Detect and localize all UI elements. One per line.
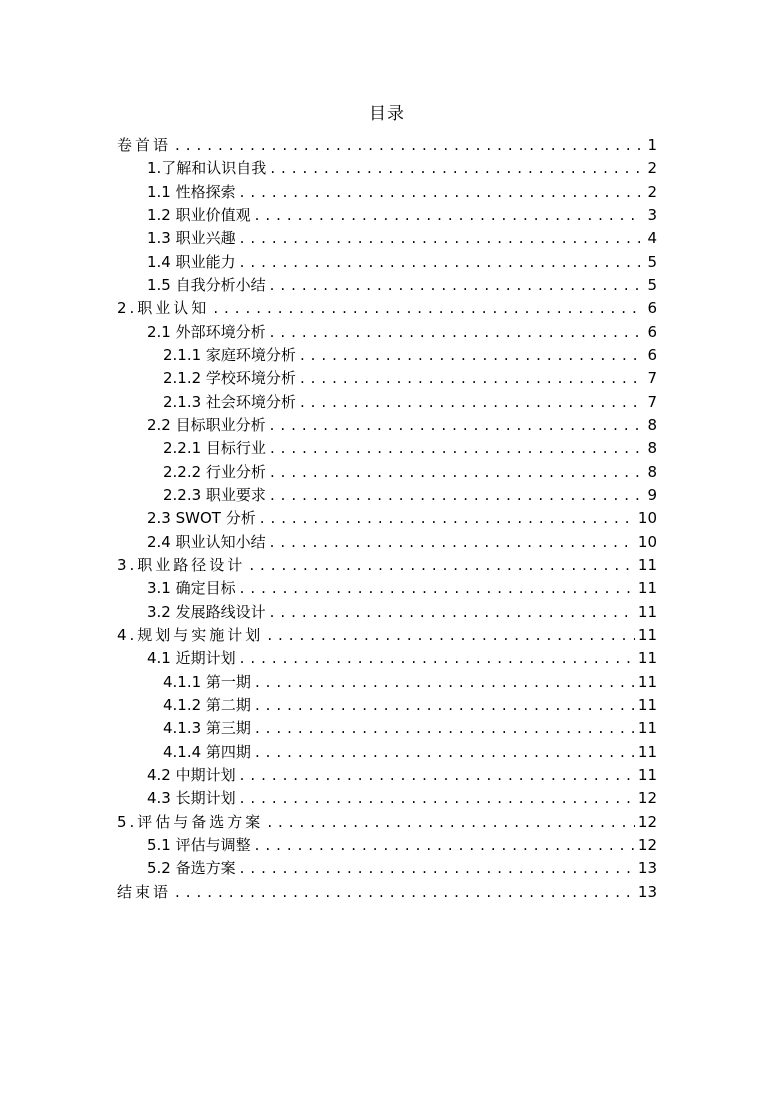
toc-entry[interactable]	[117, 157, 657, 180]
toc-dot-leader	[270, 601, 635, 624]
toc-entry-page-number: 3	[647, 205, 657, 224]
toc-entry-page-number: 11	[637, 765, 657, 784]
toc-entry[interactable]	[117, 251, 657, 274]
toc-entry-page-number: 6	[647, 322, 657, 341]
toc-entry-label: 结束语	[117, 882, 172, 901]
toc-entry-label: 2.2.1 目标行业	[163, 439, 266, 458]
toc-entry-label: 4.3 长期计划	[147, 789, 236, 808]
toc-entry-page-number: 11	[637, 649, 657, 668]
toc-entry-label: 5.1 评估与调整	[147, 835, 251, 854]
toc-dot-leader	[260, 507, 635, 530]
toc-entry-page-number: 11	[637, 602, 657, 621]
toc-dot-leader	[249, 554, 635, 577]
toc-entry-label: 1.1 性格探索	[147, 182, 236, 201]
toc-entry[interactable]	[117, 507, 657, 530]
toc-entry-page-number: 10	[637, 509, 657, 528]
toc-dot-leader	[300, 367, 642, 390]
table-of-contents	[117, 134, 657, 904]
toc-entry-page-number: 2	[647, 159, 657, 178]
toc-entry-page-number: 1	[647, 136, 657, 154]
toc-dot-leader	[270, 461, 642, 484]
toc-entry[interactable]	[117, 601, 657, 624]
toc-entry[interactable]	[117, 811, 657, 834]
toc-entry-label: 4.规划与实施计划	[117, 625, 264, 644]
toc-entry-page-number: 8	[647, 415, 657, 434]
toc-dot-leader	[255, 717, 635, 740]
toc-dot-leader	[255, 694, 635, 717]
toc-entry[interactable]	[117, 461, 657, 484]
toc-entry-label: 2.4 职业认知小结	[147, 532, 266, 551]
toc-entry-label: 4.1.1 第一期	[163, 672, 251, 691]
toc-entry-label: 4.1.2 第二期	[163, 695, 251, 714]
toc-dot-leader	[255, 741, 635, 764]
toc-entry-label: 5.评估与备选方案	[117, 812, 264, 831]
toc-entry[interactable]	[117, 391, 657, 414]
toc-entry[interactable]	[117, 181, 657, 204]
toc-entry-label: 3.1 确定目标	[147, 579, 236, 598]
toc-entry-label: 2.2 目标职业分析	[147, 415, 266, 434]
toc-entry-label: 2.1 外部环境分析	[147, 322, 266, 341]
toc-entry-page-number: 12	[637, 812, 657, 831]
toc-dot-leader	[240, 764, 635, 787]
toc-entry-page-number: 11	[637, 719, 657, 738]
toc-dot-leader	[240, 227, 642, 250]
toc-entry-label: 2.1.3 社会环境分析	[163, 392, 296, 411]
toc-dot-leader	[270, 531, 635, 554]
toc-entry-page-number: 13	[637, 882, 657, 901]
toc-entry[interactable]	[117, 694, 657, 717]
toc-entry-label: 4.2 中期计划	[147, 765, 236, 784]
toc-dot-leader	[240, 787, 635, 810]
toc-title: 目录	[369, 104, 405, 124]
toc-entry[interactable]	[117, 577, 657, 600]
toc-entry-label: 5.2 备选方案	[147, 859, 236, 878]
toc-entry[interactable]	[117, 367, 657, 390]
toc-entry-page-number: 11	[637, 672, 657, 691]
toc-dot-leader	[255, 671, 635, 694]
toc-entry-page-number: 11	[637, 695, 657, 714]
toc-dot-leader	[270, 437, 642, 460]
toc-dot-leader	[300, 391, 642, 414]
toc-entry[interactable]	[117, 764, 657, 787]
toc-entry-page-number: 9	[647, 485, 657, 504]
toc-entry-label: 2.1.1 家庭环境分析	[163, 345, 296, 364]
toc-dot-leader	[267, 811, 635, 834]
toc-entry[interactable]	[117, 297, 657, 320]
toc-entry-label: 1.了解和认识自我	[147, 159, 267, 178]
toc-entry-page-number: 11	[637, 555, 657, 574]
toc-entry[interactable]	[117, 484, 657, 507]
toc-dot-leader	[255, 204, 642, 227]
toc-entry[interactable]	[117, 741, 657, 764]
toc-entry[interactable]	[117, 134, 657, 157]
toc-entry[interactable]	[117, 414, 657, 437]
toc-entry-page-number: 13	[637, 859, 657, 878]
toc-entry[interactable]	[117, 321, 657, 344]
toc-dot-leader	[270, 157, 642, 180]
toc-dot-leader	[240, 251, 642, 274]
toc-entry[interactable]	[117, 531, 657, 554]
toc-dot-leader	[270, 274, 642, 297]
toc-dot-leader	[240, 647, 635, 670]
toc-entry-page-number: 8	[647, 439, 657, 458]
toc-entry[interactable]	[117, 437, 657, 460]
toc-entry-page-number: 5	[647, 252, 657, 271]
toc-entry-label: 4.1 近期计划	[147, 649, 236, 668]
toc-entry[interactable]	[117, 857, 657, 880]
toc-entry-label: 4.1.4 第四期	[163, 742, 251, 761]
toc-entry[interactable]	[117, 344, 657, 367]
toc-entry-label: 2.2.3 职业要求	[163, 485, 266, 504]
toc-entry[interactable]	[117, 647, 657, 670]
toc-entry-label: 卷首语	[117, 136, 172, 154]
toc-entry-label: 1.3 职业兴趣	[147, 229, 236, 248]
toc-entry[interactable]	[117, 717, 657, 740]
toc-entry-page-number: 6	[647, 345, 657, 364]
toc-entry[interactable]	[117, 554, 657, 577]
toc-dot-leader	[175, 134, 642, 157]
toc-entry-label: 2.2.2 行业分析	[163, 462, 266, 481]
toc-dot-leader	[270, 321, 642, 344]
toc-entry-label: 2.3 SWOT 分析	[147, 509, 256, 528]
toc-entry-label: 1.4 职业能力	[147, 252, 236, 271]
toc-entry-label: 2.1.2 学校环境分析	[163, 369, 296, 388]
toc-entry-label: 3.2 发展路线设计	[147, 602, 266, 621]
toc-entry[interactable]	[117, 274, 657, 297]
toc-entry-page-number: 10	[637, 532, 657, 551]
toc-entry-label: 1.2 职业价值观	[147, 205, 251, 224]
toc-dot-leader	[240, 181, 642, 204]
toc-dot-leader	[300, 344, 642, 367]
toc-entry-page-number: 2	[647, 182, 657, 201]
toc-entry-label: 3.职业路径设计	[117, 555, 246, 574]
toc-entry-label: 1.5 自我分析小结	[147, 275, 266, 294]
toc-entry-page-number: 7	[647, 392, 657, 411]
toc-entry-page-number: 6	[647, 299, 657, 318]
toc-entry-page-number: 12	[637, 835, 657, 854]
toc-entry-page-number: 11	[637, 742, 657, 761]
toc-dot-leader	[270, 484, 642, 507]
toc-entry-page-number: 12	[637, 789, 657, 808]
toc-entry-page-number: 8	[647, 462, 657, 481]
toc-entry-label: 4.1.3 第三期	[163, 719, 251, 738]
toc-dot-leader	[240, 577, 635, 600]
toc-dot-leader	[240, 857, 635, 880]
toc-entry[interactable]	[117, 227, 657, 250]
toc-entry-page-number: 5	[647, 275, 657, 294]
toc-entry[interactable]	[117, 671, 657, 694]
toc-entry[interactable]	[117, 204, 657, 227]
toc-entry-label: 2.职业认知	[117, 299, 210, 318]
toc-entry[interactable]	[117, 834, 657, 857]
toc-entry-page-number: 11	[637, 625, 657, 644]
toc-entry[interactable]	[117, 787, 657, 810]
toc-entry[interactable]	[117, 624, 657, 647]
toc-dot-leader	[270, 414, 642, 437]
toc-dot-leader	[175, 881, 635, 904]
toc-entry[interactable]	[117, 881, 657, 904]
toc-entry-page-number: 4	[647, 229, 657, 248]
toc-entry-page-number: 7	[647, 369, 657, 388]
toc-entry-page-number: 11	[637, 579, 657, 598]
toc-dot-leader	[213, 297, 642, 320]
toc-dot-leader	[267, 624, 635, 647]
toc-dot-leader	[255, 834, 635, 857]
